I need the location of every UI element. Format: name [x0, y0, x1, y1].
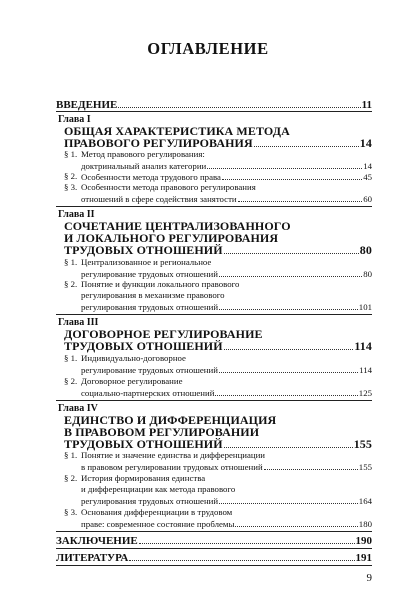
- entry-page: 14: [359, 136, 372, 150]
- section-title-line: отношений в сфере содействия занятости: [81, 193, 237, 204]
- toc-entry-section[interactable]: [81, 496, 372, 505]
- section-title-line: Понятие и функции локального правового: [81, 279, 240, 289]
- section-title-line: Договорное регулирование: [81, 376, 183, 386]
- toc-entry-section[interactable]: [81, 161, 372, 170]
- section-title-line: регулирования трудовых отношений: [81, 301, 219, 312]
- divider: [56, 314, 372, 315]
- section-number: § 2.: [64, 376, 78, 386]
- section-number: § 3.: [64, 507, 78, 517]
- dot-leader: [219, 269, 362, 277]
- section-title-line: доктринальный анализ категории: [81, 160, 207, 171]
- entry-page: 45: [363, 171, 372, 182]
- entry-page: 190: [355, 535, 372, 548]
- entry-label: ЗАКЛЮЧЕНИЕ: [56, 535, 138, 548]
- divider: [56, 548, 372, 549]
- divider: [56, 531, 372, 532]
- toc-heading: ОГЛАВЛЕНИЕ: [147, 39, 269, 58]
- chapter-label: Глава III: [58, 317, 99, 328]
- toc-entry-section[interactable]: [81, 269, 372, 278]
- dot-leader: [139, 535, 355, 544]
- chapter-label: Глава II: [58, 209, 95, 220]
- chapter-title-line: СОЧЕТАНИЕ ЦЕНТРАЛИЗОВАННОГО: [64, 219, 291, 233]
- chapter-title-line: ТРУДОВЫХ ОТНОШЕНИЙ: [64, 243, 223, 257]
- entry-page: 114: [359, 364, 372, 375]
- section-title-line: Метод правового регулирования:: [81, 149, 205, 159]
- entry-page: 114: [354, 339, 372, 353]
- dot-leader: [215, 388, 357, 396]
- dot-leader: [224, 244, 359, 254]
- section-title-line: и дифференциации как метода правового: [81, 484, 236, 494]
- section-title-line: регулирования трудовых отношений: [81, 495, 219, 506]
- dot-leader: [224, 340, 354, 350]
- chapter-title-line: ПРАВОВОГО РЕГУЛИРОВАНИЯ: [64, 136, 253, 150]
- entry-page: 155: [353, 437, 372, 451]
- section-number: § 2.: [64, 473, 78, 483]
- dot-leader: [224, 438, 353, 448]
- chapter-title-line: ЕДИНСТВО И ДИФФЕРЕНЦИАЦИЯ: [64, 413, 277, 427]
- entry-page: 155: [358, 461, 372, 472]
- entry-label: ЛИТЕРАТУРА: [56, 552, 129, 565]
- entry-page: 164: [358, 495, 372, 506]
- chapter-title-line: ОБЩАЯ ХАРАКТЕРИСТИКА МЕТОДА: [64, 124, 290, 138]
- entry-page: 80: [363, 268, 372, 279]
- chapter-title-line: ТРУДОВЫХ ОТНОШЕНИЙ: [64, 437, 223, 451]
- section-number: § 1.: [64, 450, 78, 460]
- section-title-line: Особенности метода трудового права: [81, 171, 221, 182]
- entry-page: 191: [355, 552, 372, 565]
- section-title-line: Основания дифференциации в трудовом: [81, 507, 233, 517]
- section-number: § 1.: [64, 353, 78, 363]
- section-title-line: социально-партнерских отношений: [81, 387, 215, 398]
- section-number: § 1.: [64, 257, 78, 267]
- section-title-line: праве: современное состояние проблемы: [81, 518, 235, 529]
- dot-leader: [219, 365, 358, 373]
- section-number: § 3.: [64, 182, 78, 192]
- section-number: § 2.: [64, 171, 78, 181]
- entry-page: 60: [363, 193, 372, 204]
- divider: [56, 206, 372, 207]
- entry-page: 14: [363, 160, 372, 171]
- dot-leader: [222, 172, 362, 180]
- section-number: § 2.: [64, 279, 78, 289]
- section-title-line: Централизованное и региональное: [81, 257, 212, 267]
- section-title-line: Индивидуально-договорное: [81, 353, 186, 363]
- chapter-title-line: ТРУДОВЫХ ОТНОШЕНИЙ: [64, 339, 223, 353]
- entry-page: 101: [358, 301, 372, 312]
- chapter-title-line: И ЛОКАЛЬНОГО РЕГУЛИРОВАНИЯ: [64, 231, 279, 245]
- dot-leader: [235, 519, 357, 527]
- toc-entry-chapter-2[interactable]: [64, 244, 372, 256]
- toc-entry-literature[interactable]: [56, 552, 372, 564]
- dot-leader: [254, 137, 359, 147]
- dot-leader: [118, 99, 360, 108]
- toc-entry-section[interactable]: [81, 388, 372, 397]
- entry-page: 11: [361, 99, 372, 112]
- toc-entry-chapter-4[interactable]: [64, 438, 372, 450]
- section-number: § 1.: [64, 149, 78, 159]
- section-title-line: регулирование трудовых отношений: [81, 268, 218, 279]
- section-title-line: История формирования единства: [81, 473, 206, 483]
- toc-entry-chapter-3[interactable]: [64, 340, 372, 352]
- dot-leader: [238, 194, 363, 202]
- chapter-label: Глава IV: [58, 403, 98, 414]
- divider: [56, 400, 372, 401]
- dot-leader: [219, 302, 358, 310]
- toc-entry-introduction[interactable]: [56, 99, 372, 111]
- entry-page: 125: [358, 387, 372, 398]
- toc-entry-conclusion[interactable]: [56, 535, 372, 547]
- section-title-line: в правовом регулировании трудовых отношений: [81, 461, 263, 472]
- chapter-label: Глава I: [58, 114, 91, 125]
- toc-entry-section[interactable]: [81, 365, 372, 374]
- toc-entry-section[interactable]: [81, 519, 372, 528]
- section-title-line: Понятие и значение единства и дифференциации: [81, 450, 266, 460]
- page-number: 9: [366, 572, 372, 584]
- section-title-line: регулирование трудовых отношений: [81, 364, 218, 375]
- divider: [56, 111, 372, 112]
- entry-page: 180: [358, 518, 372, 529]
- section-title-line: Особенности метода правового регулирования: [81, 182, 256, 192]
- dot-leader: [264, 462, 358, 470]
- dot-leader: [129, 552, 354, 561]
- divider: [56, 565, 372, 566]
- toc-entry-chapter-1[interactable]: [64, 137, 372, 149]
- entry-label: ВВЕДЕНИЕ: [56, 99, 118, 112]
- dot-leader: [207, 161, 362, 169]
- section-title-line: регулирования в механизме правового: [81, 290, 225, 300]
- chapter-title-line: ДОГОВОРНОЕ РЕГУЛИРОВАНИЕ: [64, 327, 263, 341]
- toc-entry-section[interactable]: [81, 172, 372, 181]
- toc-entry-section[interactable]: [81, 302, 372, 311]
- toc-entry-section[interactable]: [81, 194, 372, 203]
- entry-page: 80: [359, 243, 372, 257]
- toc-entry-section[interactable]: [81, 462, 372, 471]
- dot-leader: [219, 496, 358, 504]
- chapter-title-line: В ПРАВОВОМ РЕГУЛИРОВАНИИ: [64, 425, 260, 439]
